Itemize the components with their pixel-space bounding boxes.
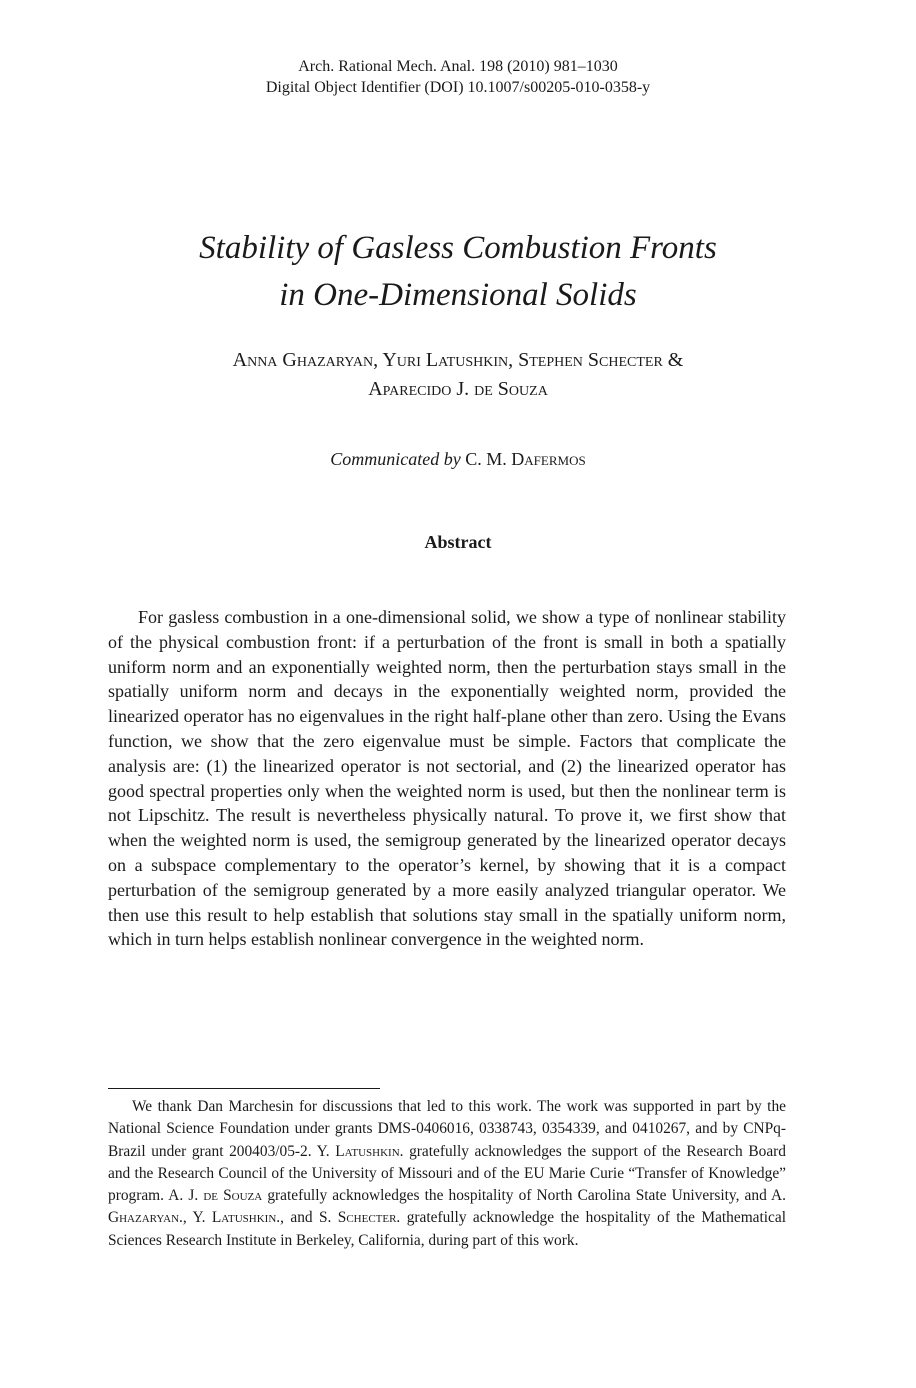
communicated-label: Communicated by xyxy=(330,449,461,469)
footnote-text-5: , and S. xyxy=(280,1209,332,1227)
footnote-author-latushkin-2: Latushkin. xyxy=(211,1209,281,1227)
communicating-editor: C. M. Dafermos xyxy=(465,449,586,469)
title-line-1: Stability of Gasless Combustion Fronts xyxy=(199,230,717,266)
footnote-text-2: gratefully acknowledges the support of the Research Board and the Research Council of the University of Missouri and of the EU Marie Curie “Transfer of Knowledge” program. A. J. xyxy=(108,1142,786,1205)
communicated-by xyxy=(0,447,916,471)
abstract-text: For gasless combustion in a one-dimensional solid, we show a type of nonlinear stability of the physical combustion front: if a perturbation of the front is small in both a spatially uniform norm and an exponentially weighted norm, then the perturbation stays small in the spatially uniform norm and decays in the exponentially weighted norm, provided the linearized operator has no eigenvalues in the right half-plane other than zero. Using the Evans function, we show that the zero eigenvalue must be simple. Factors that complicate the analysis are: (1) the linearized operator is not sectorial, and (2) the linearized operator has good spectral properties only when the weighted norm is used, but then the nonlinear term is not Lipschitz. The result is nevertheless physically natural. To prove it, we first show that when the weighted norm is used, the semigroup generated by the linearized operator decays on a subspace complementary to the operator’s kernel, by showing that it is a compact perturbation of the semigroup generated by a more easily analyzed triangular operator. We then use this result to help establish that solutions stay small in the spatially uniform norm, which in turn helps establish nonlinear convergence in the weighted norm. xyxy=(108,607,786,950)
doi-line: Digital Object Identifier (DOI) 10.1007/s00205-010-0358-y xyxy=(265,79,651,96)
title-line-2: in One-Dimensional Solids xyxy=(279,277,637,313)
author-list xyxy=(0,346,916,404)
footnote-author-desouza: de Souza xyxy=(203,1187,263,1205)
authors-line-2: Aparecido J. de Souza xyxy=(368,378,548,400)
acknowledgement-footnote xyxy=(108,1096,786,1252)
footnote-author-latushkin: Latushkin. xyxy=(335,1142,404,1160)
footnote-text-6: gratefully acknowledge the hospitality of the Mathematical Sciences Research Institute in Berkeley, California, during part of this work. xyxy=(108,1209,786,1249)
abstract-heading: Abstract xyxy=(424,532,492,552)
footnote-text-1: We thank Dan Marchesin for discussions that led to this work. The work was supported in part by the National Science Foundation under grants DMS-0406016, 0338743, 0354339, and 0410267, and by CNPq-Brazil under grant 200403/05-2. Y. xyxy=(108,1098,786,1160)
footnote-text-4: , Y. xyxy=(182,1209,206,1227)
journal-citation: Arch. Rational Mech. Anal. 198 (2010) 981–1030 xyxy=(298,58,618,75)
footnote-divider xyxy=(108,1088,380,1089)
journal-header xyxy=(0,56,916,98)
footnote-author-schecter: Schecter. xyxy=(337,1209,401,1227)
paper-title xyxy=(0,225,916,319)
footnote-text-3: gratefully acknowledges the hospitality of North Carolina State University, and A. xyxy=(267,1187,786,1205)
authors-line-1: Anna Ghazaryan, Yuri Latushkin, Stephen Schecter & xyxy=(232,349,684,371)
footnote-author-ghazaryan: Ghazaryan. xyxy=(108,1209,183,1227)
